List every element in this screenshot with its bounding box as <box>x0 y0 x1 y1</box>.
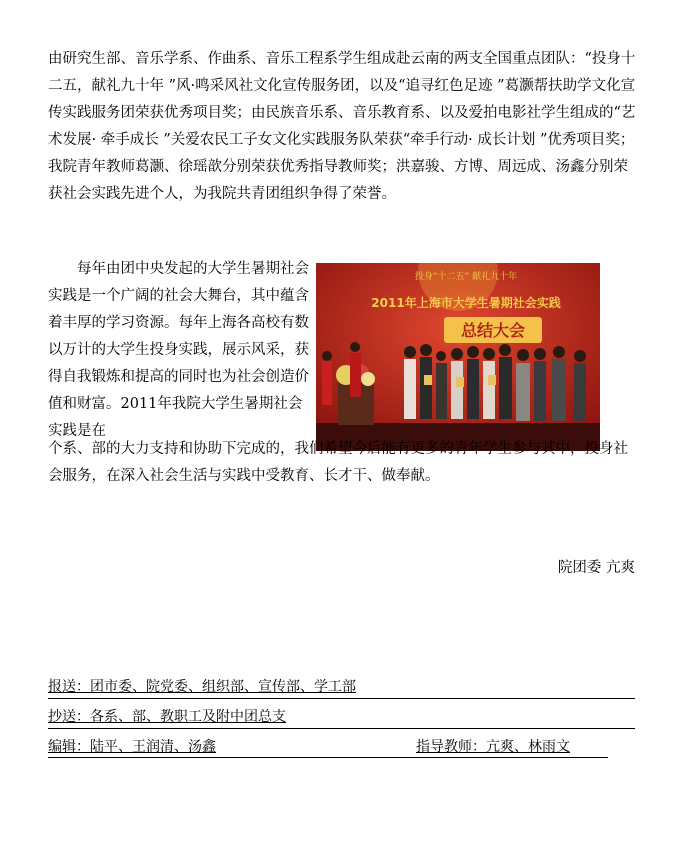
event-photo <box>316 263 600 451</box>
body-paragraph-3: 个系、部的大力支持和协助下完成的，我们希望今后能有更多的青年学生参与其中，投身社会服务，在深入社会生活与实践中受教育、长才干、做奉献。 <box>48 441 628 484</box>
editors-line <box>48 738 608 758</box>
report-to-line <box>48 678 635 699</box>
advisors-text: 指导教师：亢爽、林雨文 <box>416 739 570 755</box>
banner-line-3: 总结大会 <box>460 321 526 340</box>
copy-to-text: 抄送：各系、部、教职工及附中团总支 <box>48 709 286 725</box>
banner-line-2: 2011年上海市大学生暑期社会实践 <box>371 296 561 310</box>
banner-line-1: 投身“十二五” 献礼九十年 <box>414 272 518 282</box>
body-paragraph-1: 由研究生部、音乐学系、作曲系、音乐工程系学生组成赴云南的两支全国重点团队：“投身十二五，献礼九十年 ”风·鸣采风社文化宣传服务团，以及“追寻红色足迹 ”葛灏帮扶助学文化宣传实践服务团荣获优秀项目奖；由民族音乐系、音乐教育系、以及爱拍电影社学生组成的“艺术发展· 牵手成长 ”关爱农民工子女文化实践服务队荣获“牵手行动· 成长计划 ”优秀项目奖；我院青年教师葛灏、徐瑶歆分别荣获优秀指导教师奖；洪嘉骏、方博、周远成、汤鑫分别荣获社会实践先进个人，为我院共青团组织争得了荣誉。 <box>48 51 636 202</box>
editors-text: 编辑：陆平、王润清、汤鑫 <box>48 739 216 755</box>
body-paragraph-2: 每年由团中央发起的大学生暑期社会实践是一个广阔的社会大舞台，其中蕴含着丰厚的学习资源。每年上海各高校有数以万计的大学生投身实践，展示风采，获得自我锻炼和提高的同时也为社会创造价值和财富。2011年我院大学生暑期社会实践是在 <box>48 261 309 439</box>
report-to-text: 报送：团市委、院党委、组织部、宣传部、学工部 <box>48 679 356 695</box>
signature: 院团委 亢爽 <box>557 560 635 576</box>
copy-to-line <box>48 708 635 729</box>
editors-rule <box>48 757 608 758</box>
